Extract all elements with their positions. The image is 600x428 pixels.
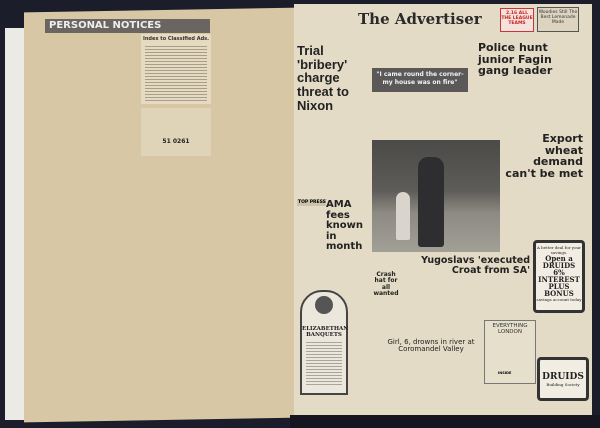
headline-ama-fees: AMA fees known in month (326, 200, 372, 253)
photo-man (418, 157, 444, 247)
index-text (145, 46, 207, 101)
druids-ad-tail: savings account today (536, 297, 582, 302)
druids-building-society-ad (537, 357, 589, 401)
league-teams-ad: 2.16 ALL THE LEAGUE TEAMS (500, 8, 534, 32)
classified-phone-box (141, 108, 211, 156)
everything-london-title: EVERYTHING LONDON (492, 323, 528, 335)
druids-ad-tagline: A better deal for your savings. (537, 245, 581, 255)
classified-index-box (141, 34, 211, 104)
ad-text (306, 342, 342, 387)
druids-ad-main: Open a DRUIDS 6% INTEREST PLUS BONUS (538, 254, 580, 298)
crest-icon (315, 296, 333, 314)
masthead: The Advertiser (358, 10, 482, 28)
table-surface (290, 415, 600, 428)
personal-notices-header: PERSONAL NOTICES (45, 19, 210, 33)
top-press-label: TOP PRESS (298, 200, 326, 205)
druids-interest-ad (533, 240, 585, 313)
photo-child (396, 192, 410, 240)
headline-crash-hat: Crash hat for all wanted (373, 271, 399, 297)
elizabethan-banquets-title: ELIZABETHAN BANQUETS (302, 326, 349, 338)
classified-index-title: Index to Classified Ads. (142, 36, 210, 42)
phone-number: 51 0261 (162, 138, 190, 145)
inside-index-label: INSIDE (498, 371, 512, 375)
druids-subtitle: Building Society (546, 382, 580, 387)
woodies-ad: Woodies Still The Best Lemonade Made (537, 7, 579, 32)
headline-export-wheat: Export wheat demand can't be met (503, 133, 583, 179)
headline-girl-drowns: Girl, 6, drowns in river at Coromandel Valley (380, 339, 482, 354)
headline-yugoslavs: Yugoslavs 'executed Croat from SA' (400, 256, 530, 276)
quote-box: "I came round the corner- my house was on fire" (372, 68, 468, 92)
headline-police-hunt: Police hunt junior Fagin gang leader (478, 42, 580, 77)
headline-trial-bribery: Trial 'bribery' charge threat to Nixon (297, 44, 370, 112)
druids-logo: DRUIDS (542, 372, 584, 382)
